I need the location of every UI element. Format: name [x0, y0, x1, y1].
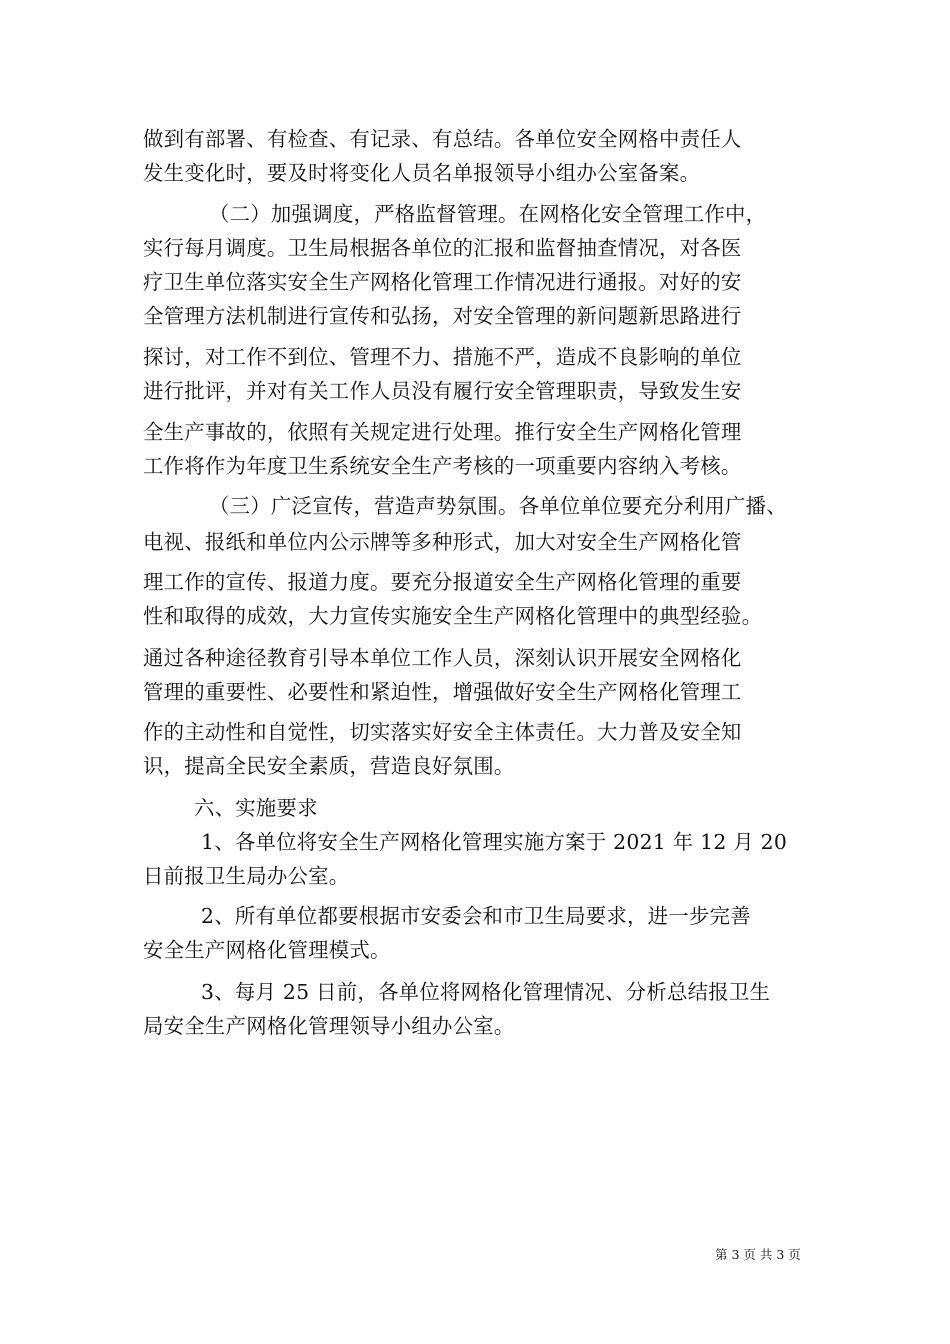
section-title: 六、实施要求	[194, 796, 318, 820]
body-text-line: 做到有部署、有检查、有记录、有总结。各单位安全网格中责任人	[143, 127, 742, 151]
body-text-line: 工作将作为年度卫生系统安全生产考核的一项重要内容纳入考核。	[143, 454, 742, 478]
list-item-3: 3、每月 25 日前，各单位将网格化管理情况、分析总结报卫生	[201, 980, 771, 1004]
body-text-line: 电视、报纸和单位内公示牌等多种形式，加大对安全生产网格化管	[143, 530, 742, 554]
body-text-line: 全生产事故的，依照有关规定进行处理。推行安全生产网格化管理	[143, 420, 742, 444]
list-item-3-continued: 局安全生产网格化管理领导小组办公室。	[143, 1014, 515, 1038]
body-text-line: 发生变化时，要及时将变化人员名单报领导小组办公室备案。	[143, 161, 701, 185]
list-item-2: 2、所有单位都要根据市安委会和市卫生局要求，进一步完善	[201, 904, 751, 928]
body-text-line: 性和取得的成效，大力宣传实施安全生产网格化管理中的典型经验。	[143, 604, 763, 628]
body-text-line: 探讨，对工作不到位、管理不力、措施不严，造成不良影响的单位	[143, 345, 742, 369]
list-item-1: 1、各单位将安全生产网格化管理实施方案于 2021 年 12 月 20	[201, 830, 788, 854]
list-item-1-continued: 日前报卫生局办公室。	[143, 864, 350, 888]
body-text-line: 疗卫生单位落实安全生产网格化管理工作情况进行通报。对好的安	[143, 270, 742, 294]
body-text-line: 进行批评，并对有关工作人员没有履行安全管理职责，导致发生安	[143, 379, 742, 403]
list-item-2-continued: 安全生产网格化管理模式。	[143, 938, 391, 962]
body-text-line: 实行每月调度。卫生局根据各单位的汇报和监督抽查情况，对各医	[143, 236, 742, 260]
body-text-line: 作的主动性和自觉性，切实落实好安全主体责任。大力普及安全知	[143, 720, 742, 744]
body-text-line: 通过各种途径教育引导本单位工作人员，深刻认识开展安全网格化	[143, 646, 742, 670]
section-heading-line: （三）广泛宣传，营造声势氛围。各单位单位要充分利用广播、	[209, 494, 787, 518]
body-text-line: 全管理方法机制进行宣传和弘扬，对安全管理的新问题新思路进行	[143, 304, 742, 328]
body-text-line: 识，提高全民安全素质，营造良好氛围。	[143, 754, 515, 778]
page-number: 第 3 页 共 3 页	[715, 1247, 801, 1262]
body-text-line: 理工作的宣传、报道力度。要充分报道安全生产网格化管理的重要	[143, 570, 742, 594]
body-text-line: 管理的重要性、必要性和紧迫性，增强做好安全生产网格化管理工	[143, 680, 742, 704]
section-heading-line: （二）加强调度，严格监督管理。在网格化安全管理工作中，	[209, 202, 767, 226]
